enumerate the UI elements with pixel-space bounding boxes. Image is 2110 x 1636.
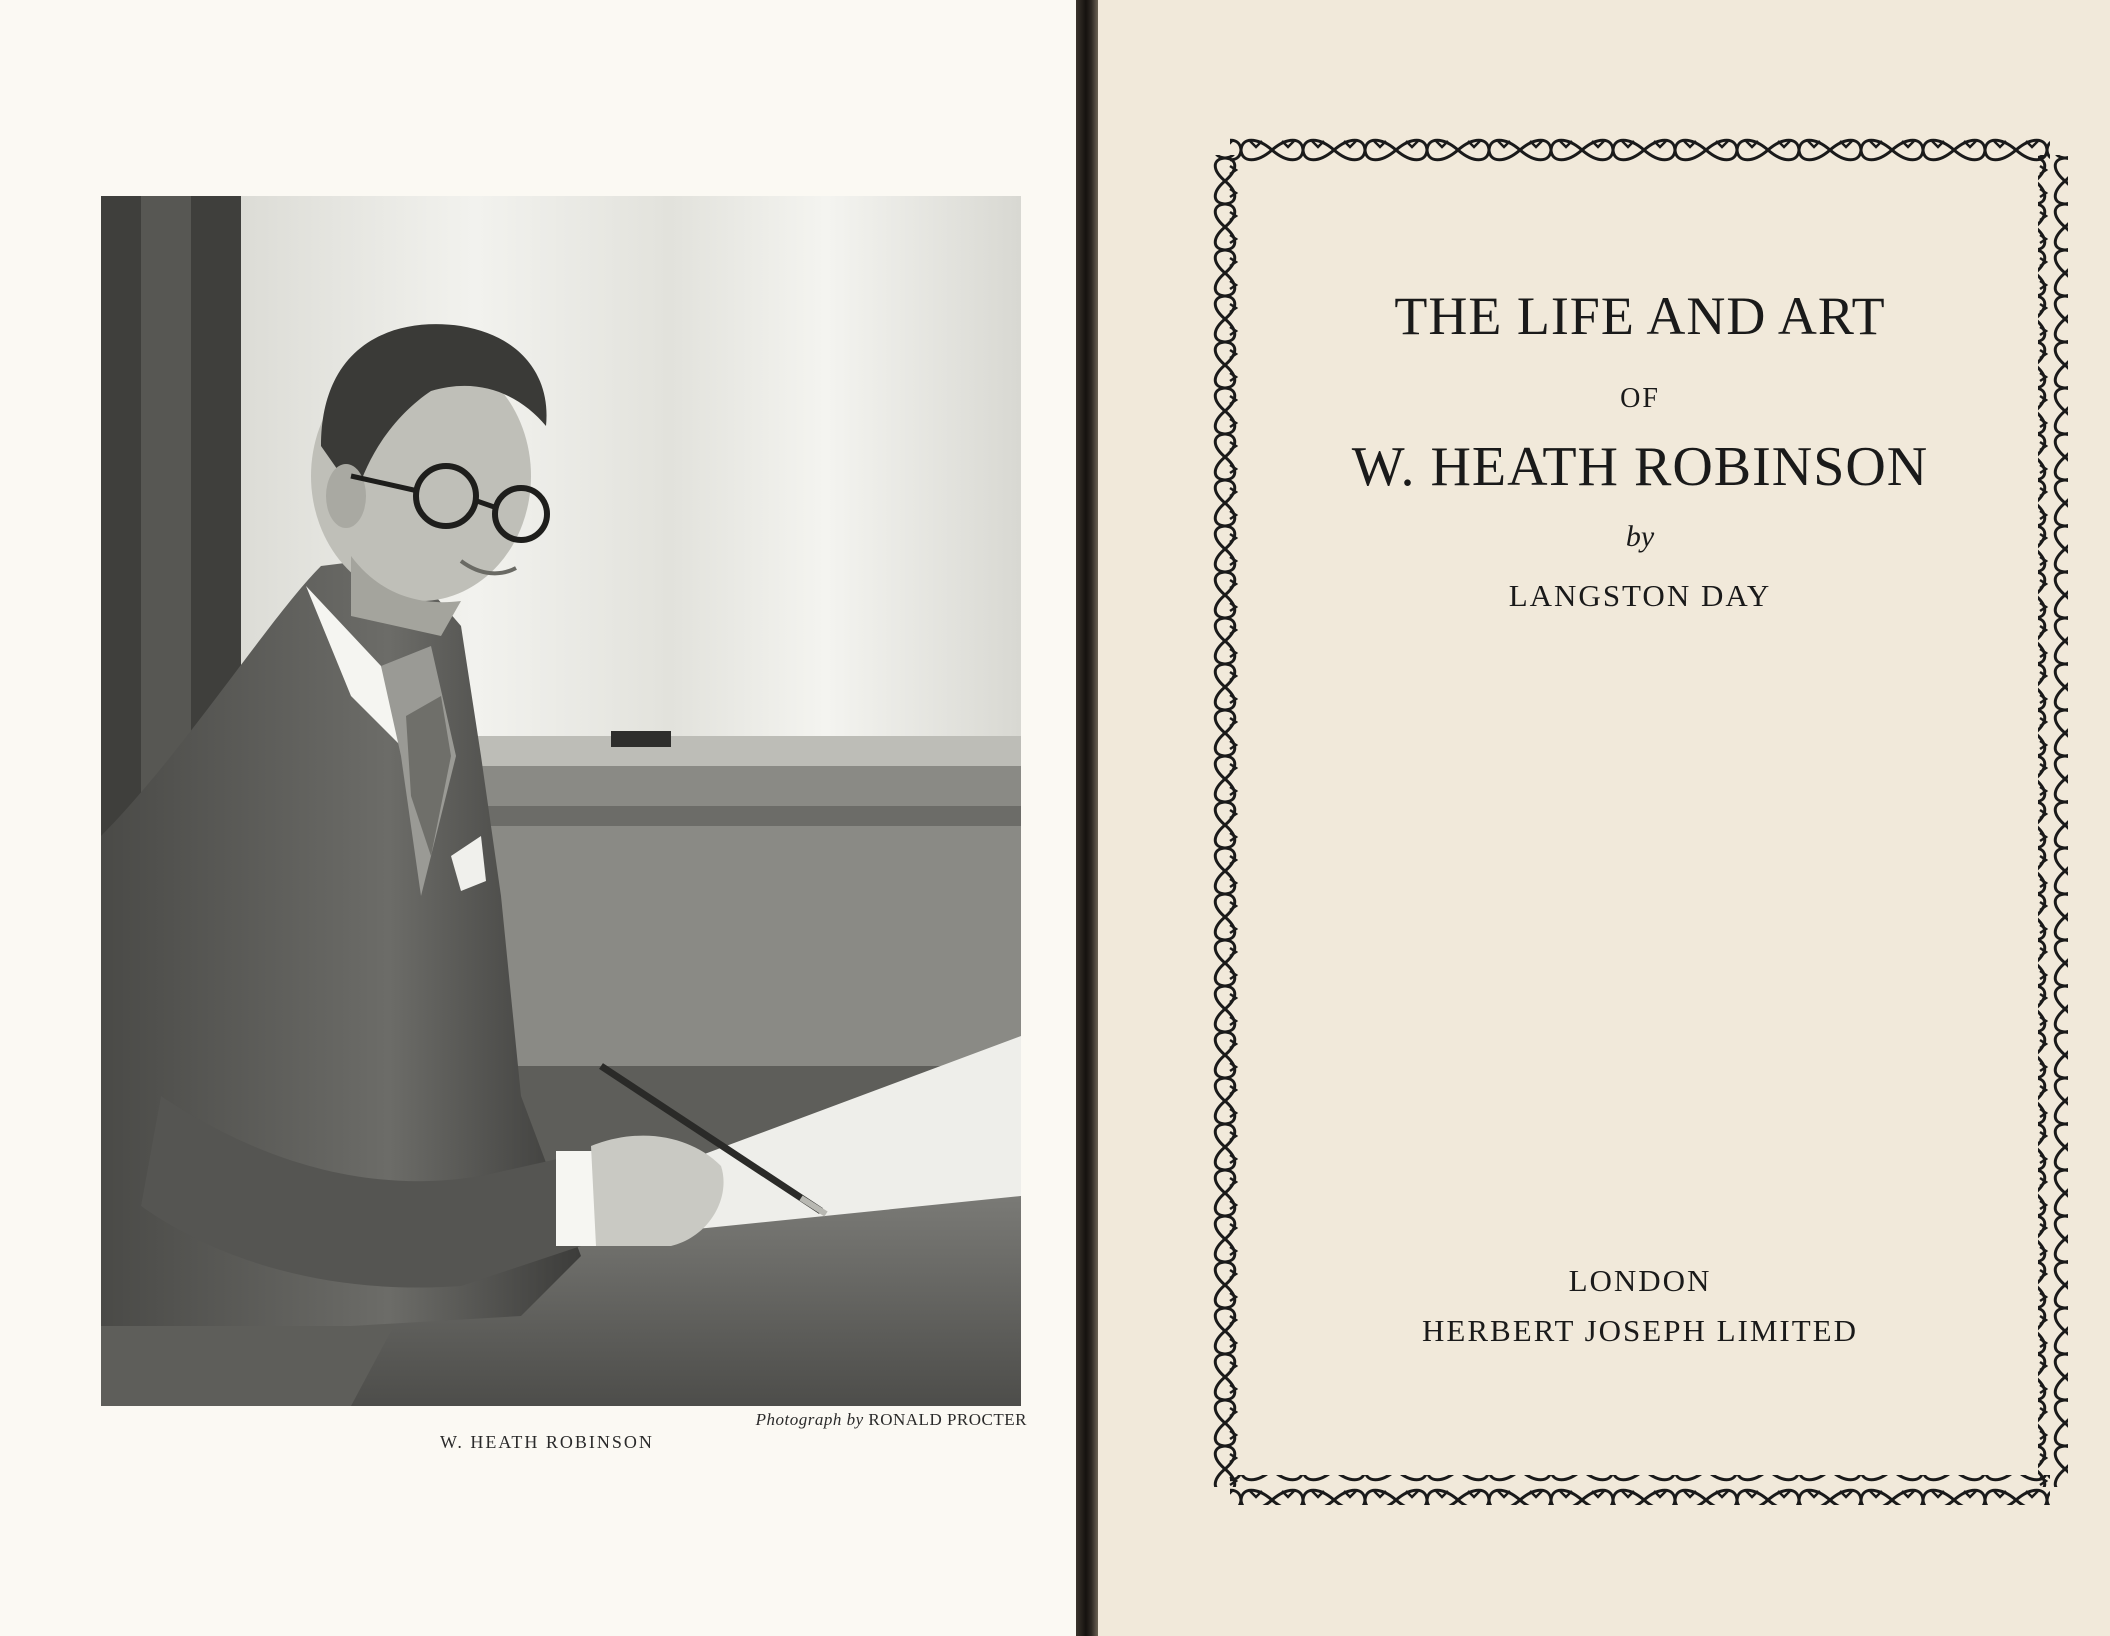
by-line: by — [1625, 520, 1655, 553]
title-connector: OF — [1620, 383, 1660, 414]
book-subject: W. HEATH ROBINSON — [1351, 436, 1929, 498]
publisher-name: HERBERT JOSEPH LIMITED — [1422, 1313, 1858, 1348]
book-gutter — [1076, 0, 1098, 1636]
author-portrait-photo — [101, 196, 1021, 1406]
portrait-illustration — [101, 196, 1021, 1406]
title-page — [1098, 0, 2110, 1636]
photo-credit-prefix: Photograph by — [755, 1410, 864, 1429]
author-name: LANGSTON DAY — [1508, 578, 1772, 613]
photo-credit — [717, 1410, 1027, 1430]
book-title: THE LIFE AND ART — [1394, 286, 1886, 346]
photo-caption: W. HEATH ROBINSON — [440, 1432, 654, 1452]
publisher-city: LONDON — [1568, 1263, 1712, 1298]
title-text-block — [1210, 135, 2070, 1507]
photo-credit-name: RONALD PROCTER — [868, 1410, 1027, 1429]
